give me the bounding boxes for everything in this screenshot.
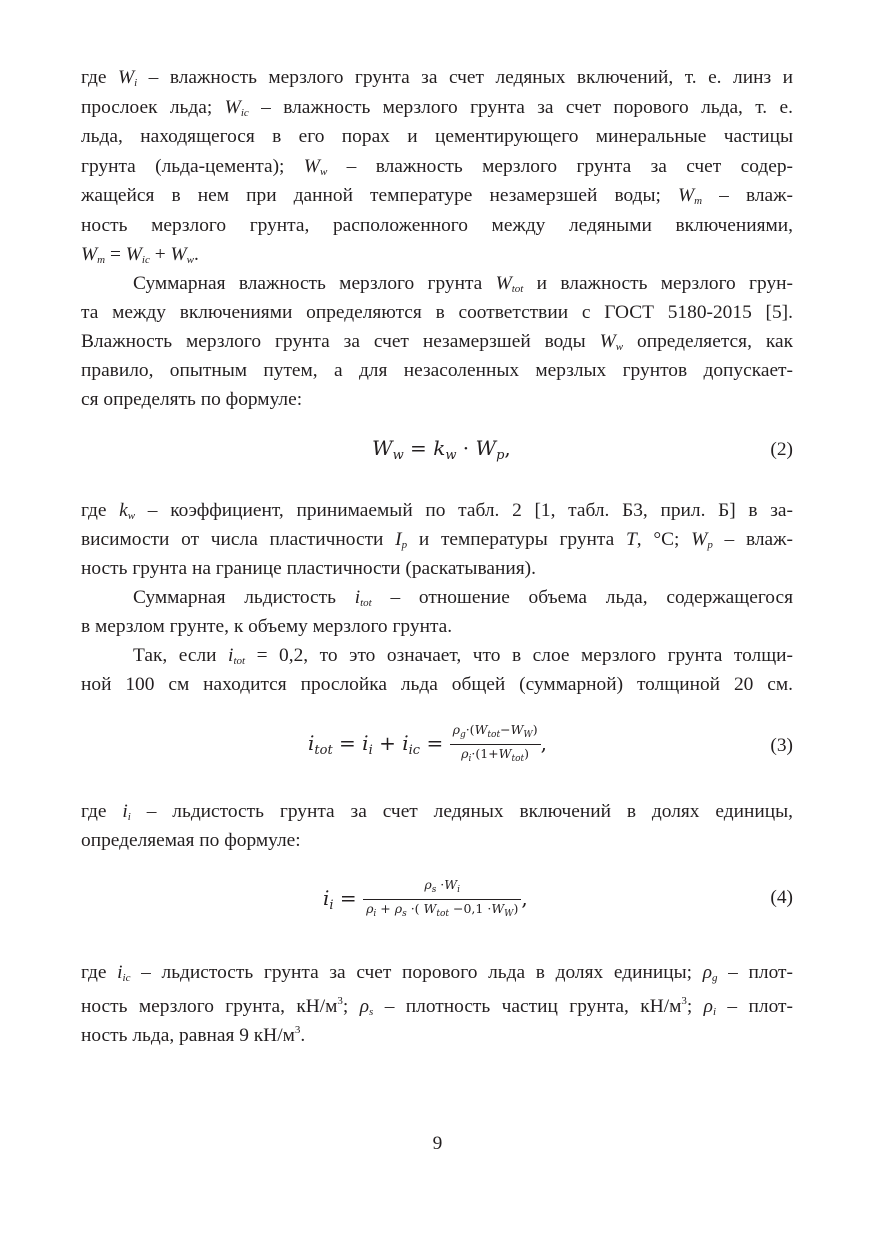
formula-number: (4) (770, 887, 793, 908)
text-line: в мерзлом грунте, к объему мерзлого грунта. (81, 616, 453, 637)
formula-number: (3) (770, 735, 793, 756)
text-line: ность мерзлого грунта, $кН/м^3$; $\rho_s$ – плотность частиц грунта, $кН/м^3$; $\rho_i$ – плот- (81, 995, 793, 1018)
text-line: висимости от числа пластичности $I_p$ и температуры грунта T, °С; $W_p$ – влаж- (81, 529, 793, 551)
page-number: 9 (432, 1133, 443, 1154)
text-line: где $W_i$ – влажность мерзлого грунта за счет ледяных включений, т. е. линз и (81, 67, 793, 89)
text-line: где $i_{ic}$ – льдистость грунта за счет порового льда в долях единицы; $\rho_g$ – плот- (81, 962, 793, 984)
text-line: льда, находящегося в его порах и цементирующего минеральные частицы (81, 126, 793, 147)
text-line: где $k_w$ – коэффициент, принимаемый по табл. 2 [1, табл. Б3, прил. Б] в за- (81, 500, 793, 522)
text-line: Суммарная влажность мерзлого грунта $W_{tot}$ и влажность мерзлого грун- (133, 273, 793, 295)
formula-2: $W_w = k_w \cdot W_p$, (372, 436, 511, 463)
fraction: $\frac{\rho_s \cdot W_i}{\rho_i + \rho_s \cdot( W_{tot} -0,1 \cdot W_W)}$ (363, 877, 521, 922)
text-line: ся определять по формуле: (81, 389, 303, 410)
text-line: жащейся в нем при данной температуре незамерзшей воды; $W_m$ – влаж- (81, 185, 793, 207)
text-line: правило, опытным путем, а для незасоленных мерзлых грунтов допускает- (81, 360, 793, 381)
text-line: $W_m = W_{ic} + W_w$. (81, 244, 199, 266)
text-line: прослоек льда; $W_{ic}$ – влажность мерзлого грунта за счет порового льда, т. е. (81, 97, 793, 119)
text-line: определяемая по формуле: (81, 830, 301, 851)
text-line: та между включениями определяются в соответствии с ГОСТ 5180-2015 [5]. (81, 302, 793, 323)
text-line: где $i_i$ – льдистость грунта за счет ледяных включений в долях единицы, (81, 801, 793, 823)
text-line: Так, если $i_{tot} = 0,2$, то это означает, что в слое мерзлого грунта толщи- (133, 645, 793, 667)
text-line: ной 100 см находится прослойка льда общей (суммарной) толщиной 20 см. (81, 674, 793, 695)
text-line: ность грунта на границе пластичности (раскатывания). (81, 558, 536, 579)
fraction: $\frac{\rho_g\cdot(W_{tot}-W_W)}{\rho_i\cdot(1+W_{tot})}$ (450, 722, 541, 767)
text-line: Суммарная льдистость $i_{tot}$ – отношение объема льда, содержащегося (133, 587, 793, 609)
text-line: Влажность мерзлого грунта за счет незамерзшей воды $W_w$ определяется, как (81, 331, 793, 353)
text-line: ность льда, равная 9 $кН/м^3$. (81, 1024, 306, 1046)
formula-4: $i_i$ = $\frac{\rho_s \cdot W_i}{\rho_i + \rho_s \cdot( W_{tot} -0,1 \cdot W_W)}$ , (323, 877, 528, 922)
formula-3: $i_{tot} = i_i + i_{ic}$ = $\frac{\rho_g\cdot(W_{tot}-W_W)}{\rho_i\cdot(1+W_{tot})}$ , (308, 722, 547, 767)
text-line: ность мерзлого грунта, расположенного между ледяными включениями, (81, 215, 793, 236)
formula-number: (2) (770, 439, 793, 460)
text-line: грунта (льда-цемента); $W_w$ – влажность мерзлого грунта за счет содер- (81, 156, 793, 178)
